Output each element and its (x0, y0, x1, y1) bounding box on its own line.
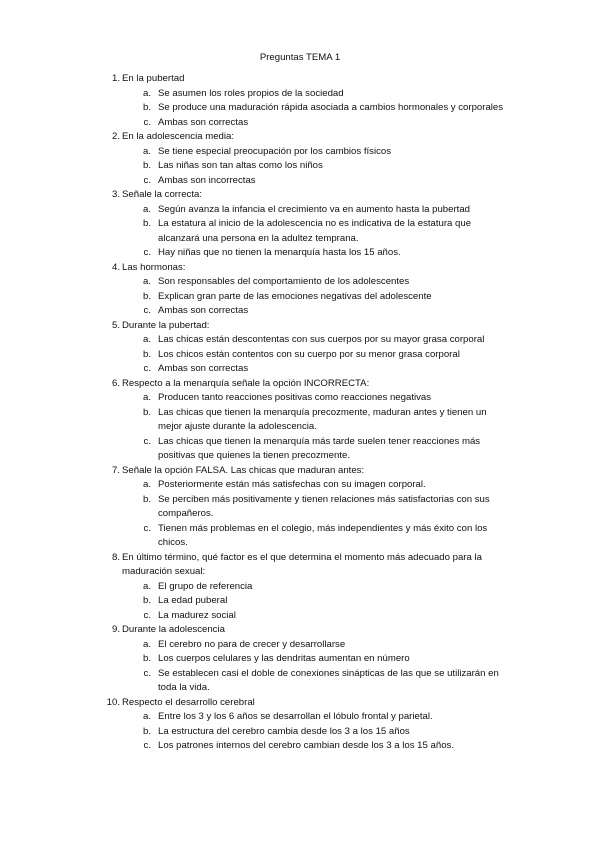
option-letter: a. (142, 87, 151, 99)
option-list (0, 638, 600, 696)
option-text: Ambas son correctas (158, 363, 249, 374)
question-text: Durante la pubertad: (122, 319, 210, 331)
option-text: Entre los 3 y los 6 años se desarrollan el lóbulo frontal y parietal. (158, 711, 433, 722)
option-item (0, 580, 600, 595)
question-item (0, 188, 600, 261)
option-text: Producen tanto reacciones positivas como reacciones negativas (158, 392, 432, 403)
question-number: 4. (111, 261, 120, 273)
option-text: La estatura al inicio de la adolescencia no es indicativa de la estatura que alcanzará una persona en la adultez temprana. (158, 218, 472, 244)
option-item (0, 217, 600, 246)
question-number: 7. (111, 464, 120, 476)
question-item (0, 377, 600, 464)
question-text: Señale la correcta: (122, 189, 202, 200)
option-text: La edad puberal (158, 595, 228, 606)
question-item (0, 551, 600, 624)
question-text: Durante la adolescencia (122, 624, 225, 635)
option-item (0, 290, 600, 305)
option-text: Se perciben más positivamente y tienen relaciones más satisfactorias con sus compañeros. (158, 493, 490, 519)
option-text: Hay niñas que no tienen la menarquía hasta los 15 años. (158, 247, 401, 258)
option-list (0, 710, 600, 754)
question-item (0, 130, 600, 188)
option-letter: b. (142, 595, 151, 606)
option-letter: a. (142, 638, 151, 650)
option-list (0, 580, 600, 624)
option-item (0, 348, 600, 363)
option-letter: c. (143, 247, 151, 258)
option-letter: c. (143, 363, 151, 374)
question-number: 8. (111, 551, 120, 563)
option-item (0, 710, 600, 725)
option-item (0, 493, 600, 522)
option-list (0, 145, 600, 189)
option-text: Ambas son correctas (158, 305, 249, 316)
question-item (0, 72, 600, 130)
question-item (0, 623, 600, 696)
option-item (0, 116, 600, 131)
option-letter: a. (142, 711, 151, 722)
option-letter: c. (143, 174, 151, 186)
option-letter: b. (142, 653, 151, 664)
option-letter: b. (142, 493, 151, 505)
option-text: Las chicas están descontentas con sus cuerpos por su mayor grasa corporal (158, 334, 485, 345)
option-text: Se produce una maduración rápida asociada a cambios hormonales y corporales (158, 102, 504, 113)
question-text: Señale la opción FALSA. Las chicas que maduran antes: (122, 464, 365, 476)
option-item (0, 304, 600, 319)
option-letter: c. (143, 609, 151, 621)
option-text: El cerebro no para de crecer y desarrollarse (158, 638, 346, 650)
option-item (0, 101, 600, 116)
option-item (0, 145, 600, 160)
question-number: 1. (111, 73, 120, 84)
option-text: Los patrones internos del cerebro cambian desde los 3 a los 15 años. (158, 740, 454, 751)
question-number: 5. (111, 319, 120, 331)
option-item (0, 594, 600, 609)
option-text: Según avanza la infancia el crecimiento va en aumento hasta la pubertad (158, 203, 470, 215)
option-list (0, 275, 600, 319)
option-item (0, 333, 600, 348)
option-letter: c. (143, 667, 151, 679)
option-letter: b. (142, 348, 151, 360)
option-text: Las chicas que tienen la menarquía precozmente, maduran antes y tienen un mejor ajuste durante la adolescencia. (158, 406, 487, 432)
option-item (0, 478, 600, 493)
option-letter: a. (142, 203, 151, 215)
option-letter: c. (143, 116, 151, 128)
option-text: La madurez social (158, 609, 236, 621)
option-letter: a. (142, 392, 151, 403)
option-item (0, 174, 600, 189)
question-text: Respecto el desarrollo cerebral (122, 696, 255, 708)
option-text: Ambas son correctas (158, 116, 249, 128)
option-item (0, 406, 600, 435)
option-item (0, 203, 600, 218)
option-letter: b. (142, 406, 151, 418)
option-text: Se tiene especial preocupación por los cambios físicos (158, 145, 392, 157)
option-letter: b. (142, 725, 151, 737)
option-text: Las niñas son tan altas como los niños (158, 160, 323, 171)
page-title: Preguntas TEMA 1 (259, 52, 341, 63)
option-list (0, 391, 600, 464)
option-item (0, 667, 600, 696)
option-item (0, 275, 600, 290)
question-number: 10. (106, 696, 120, 708)
option-text: Posteriormente están más satisfechas con su imagen corporal. (158, 479, 426, 490)
option-letter: a. (142, 580, 151, 592)
option-text: El grupo de referencia (158, 580, 253, 592)
option-list (0, 203, 600, 261)
option-letter: a. (142, 334, 151, 345)
question-number: 3. (111, 189, 120, 200)
option-text: Tienen más problemas en el colegio, más independientes y más éxito con los chicos. (158, 522, 488, 548)
question-list (0, 72, 600, 754)
question-number: 6. (111, 377, 120, 389)
option-text: Se establecen casi el doble de conexiones sinápticas de las que se utilizarán en toda la vida. (158, 667, 499, 693)
option-text: Las chicas que tienen la menarquía más tarde suelen tener reacciones más positivas que quienes la tienen precozmente. (158, 435, 481, 461)
question-item (0, 464, 600, 551)
option-letter: c. (143, 522, 151, 534)
question-item (0, 319, 600, 377)
question-text: En la pubertad (122, 73, 185, 84)
option-list (0, 478, 600, 551)
option-letter: b. (142, 160, 151, 171)
option-item (0, 638, 600, 653)
option-text: Explican gran parte de las emociones negativas del adolescente (158, 290, 432, 302)
option-letter: c. (143, 740, 151, 751)
option-list (0, 333, 600, 377)
option-list (0, 87, 600, 131)
option-item (0, 246, 600, 261)
option-letter: c. (143, 435, 151, 447)
option-letter: a. (142, 145, 151, 157)
option-item (0, 522, 600, 551)
option-letter: b. (142, 290, 151, 302)
option-item (0, 609, 600, 624)
question-number: 2. (111, 131, 120, 142)
option-item (0, 362, 600, 377)
option-text: Son responsables del comportamiento de los adolescentes (158, 276, 410, 287)
option-text: Los chicos están contentos con su cuerpo por su menor grasa corporal (158, 348, 460, 360)
option-text: Ambas son incorrectas (158, 174, 256, 186)
option-item (0, 391, 600, 406)
option-text: La estructura del cerebro cambia desde los 3 a los 15 años (158, 725, 410, 737)
question-number: 9. (111, 624, 120, 635)
question-text: Las hormonas: (122, 261, 186, 273)
option-letter: a. (142, 479, 151, 490)
option-item (0, 435, 600, 464)
option-letter: b. (142, 102, 151, 113)
option-letter: a. (142, 276, 151, 287)
option-item (0, 652, 600, 667)
option-item (0, 725, 600, 740)
question-item (0, 261, 600, 319)
option-item (0, 87, 600, 102)
question-item (0, 696, 600, 754)
option-letter: b. (142, 218, 151, 229)
option-text: Los cuerpos celulares y las dendritas aumentan en número (158, 653, 410, 664)
option-item (0, 739, 600, 754)
question-text: En último término, qué factor es el que determina el momento más adecuado para la maduración sexual: (122, 551, 482, 577)
option-letter: c. (143, 305, 151, 316)
option-text: Se asumen los roles propios de la sociedad (158, 87, 344, 99)
option-item (0, 159, 600, 174)
question-text: Respecto a la menarquía señale la opción INCORRECTA: (122, 377, 370, 389)
question-text: En la adolescencia media: (122, 131, 234, 142)
